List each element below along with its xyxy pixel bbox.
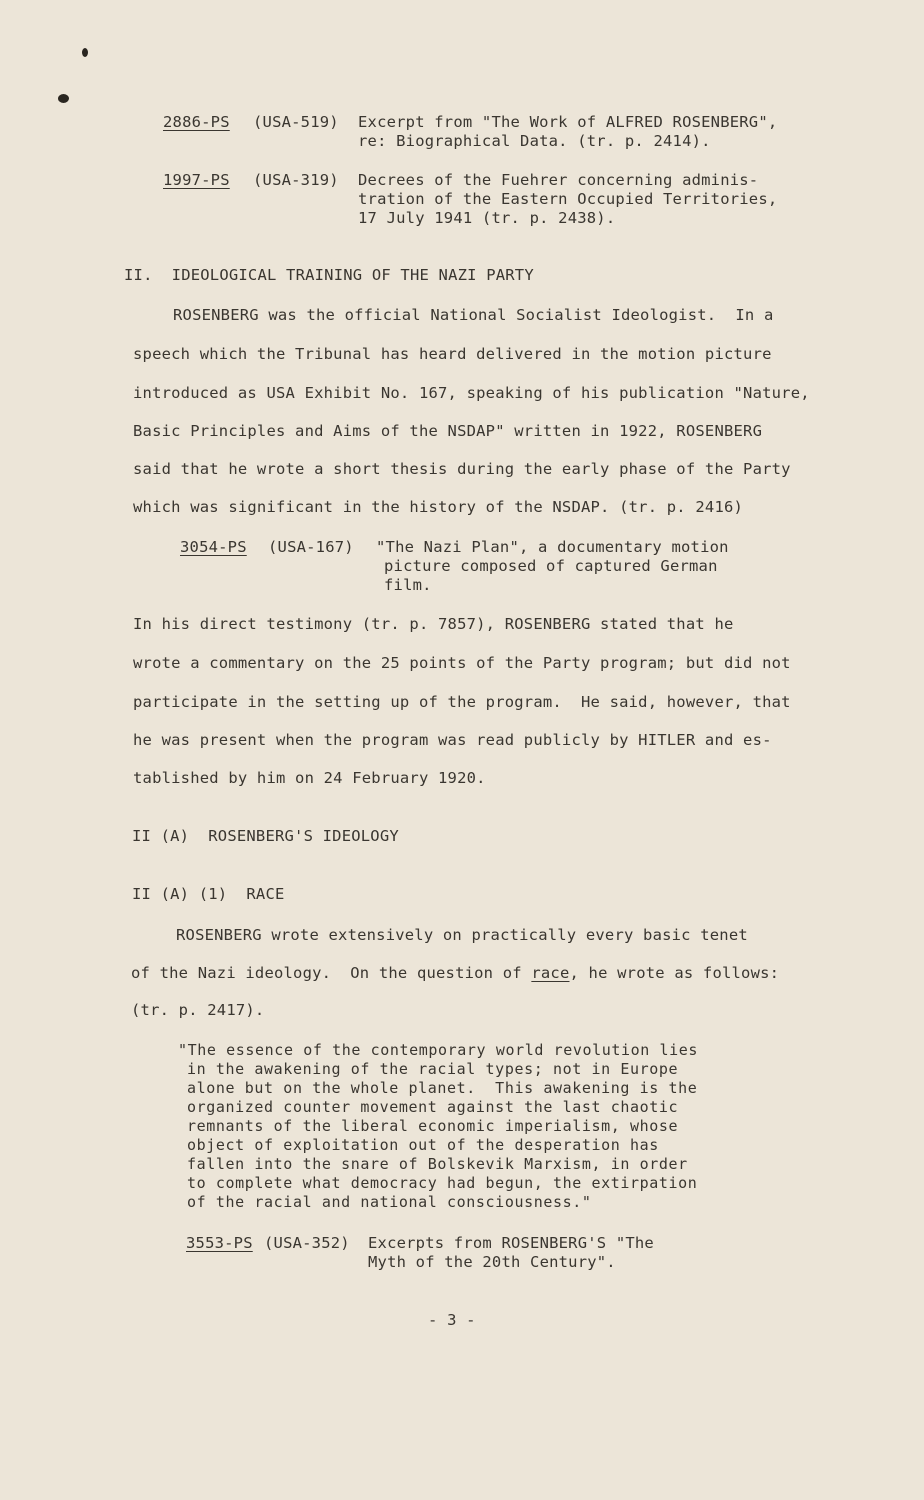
quote-line: to complete what democracy had begun, the extirpation xyxy=(187,1174,698,1192)
document-number: 2886-PS xyxy=(163,113,230,131)
page-number: - 3 - xyxy=(428,1311,476,1329)
paragraph-line: he was present when the program was read publicly by HITLER and es- xyxy=(133,731,772,749)
quote-line: of the racial and national consciousness." xyxy=(187,1193,592,1211)
ink-speck xyxy=(82,48,88,57)
paragraph-line: ROSENBERG wrote extensively on practically every basic tenet xyxy=(176,926,748,944)
reference-text: Excerpts from ROSENBERG'S "The xyxy=(368,1234,654,1252)
exhibit-number: (USA-519) xyxy=(253,113,339,131)
ink-speck xyxy=(58,94,69,103)
quote-line: fallen into the snare of Bolskevik Marxism, in order xyxy=(187,1155,688,1173)
document-number: 3553-PS xyxy=(186,1234,253,1252)
reference-text: picture composed of captured German xyxy=(384,557,718,575)
quote-line: alone but on the whole planet. This awakening is the xyxy=(187,1079,698,1097)
reference-text: film. xyxy=(384,576,432,594)
paragraph-line: tablished by him on 24 February 1920. xyxy=(133,769,486,787)
quote-line: remnants of the liberal economic imperialism, whose xyxy=(187,1117,679,1135)
paragraph-line: said that he wrote a short thesis during the early phase of the Party xyxy=(133,460,791,478)
paragraph-text: of the Nazi ideology. On the question of xyxy=(131,964,532,982)
quote-line: "The essence of the contemporary world revolution lies xyxy=(178,1041,699,1059)
quote-line: organized counter movement against the last chaotic xyxy=(187,1098,679,1116)
paragraph-line: introduced as USA Exhibit No. 167, speaking of his publication "Nature, xyxy=(133,384,810,402)
exhibit-number: (USA-167) xyxy=(268,538,354,556)
exhibit-number: (USA-352) xyxy=(264,1234,350,1252)
section-heading: II (A) (1) RACE xyxy=(132,885,285,903)
paragraph-line: speech which the Tribunal has heard delivered in the motion picture xyxy=(133,345,772,363)
paragraph-text: , he wrote as follows: xyxy=(569,964,780,982)
exhibit-number: (USA-319) xyxy=(253,171,339,189)
reference-text: Excerpt from "The Work of ALFRED ROSENBERG", xyxy=(358,113,778,131)
paragraph-line: Basic Principles and Aims of the NSDAP" written in 1922, ROSENBERG xyxy=(133,422,763,440)
quote-line: in the awakening of the racial types; not in Europe xyxy=(187,1060,679,1078)
section-heading: II (A) ROSENBERG'S IDEOLOGY xyxy=(132,827,399,845)
reference-text: 17 July 1941 (tr. p. 2438). xyxy=(358,209,616,227)
paragraph-line: participate in the setting up of the program. He said, however, that xyxy=(133,693,791,711)
paragraph-line: which was significant in the history of the NSDAP. (tr. p. 2416) xyxy=(133,498,744,516)
paragraph-line: In his direct testimony (tr. p. 7857), ROSENBERG stated that he xyxy=(133,615,734,633)
reference-text: re: Biographical Data. (tr. p. 2414). xyxy=(358,132,711,150)
reference-text: "The Nazi Plan", a documentary motion xyxy=(376,538,729,556)
underlined-word: race xyxy=(531,964,570,982)
reference-text: Decrees of the Fuehrer concerning adminis- xyxy=(358,171,759,189)
section-heading: II. IDEOLOGICAL TRAINING OF THE NAZI PARTY xyxy=(124,266,534,284)
reference-text: Myth of the 20th Century". xyxy=(368,1253,616,1271)
paragraph-line: (tr. p. 2417). xyxy=(131,1001,265,1019)
paragraph-line: ROSENBERG was the official National Socialist Ideologist. In a xyxy=(173,306,774,324)
document-number: 1997-PS xyxy=(163,171,230,189)
quote-line: object of exploitation out of the desperation has xyxy=(187,1136,659,1154)
document-number: 3054-PS xyxy=(180,538,247,556)
reference-text: tration of the Eastern Occupied Territories, xyxy=(358,190,778,208)
paragraph-line xyxy=(131,964,779,982)
paragraph-line: wrote a commentary on the 25 points of the Party program; but did not xyxy=(133,654,791,672)
